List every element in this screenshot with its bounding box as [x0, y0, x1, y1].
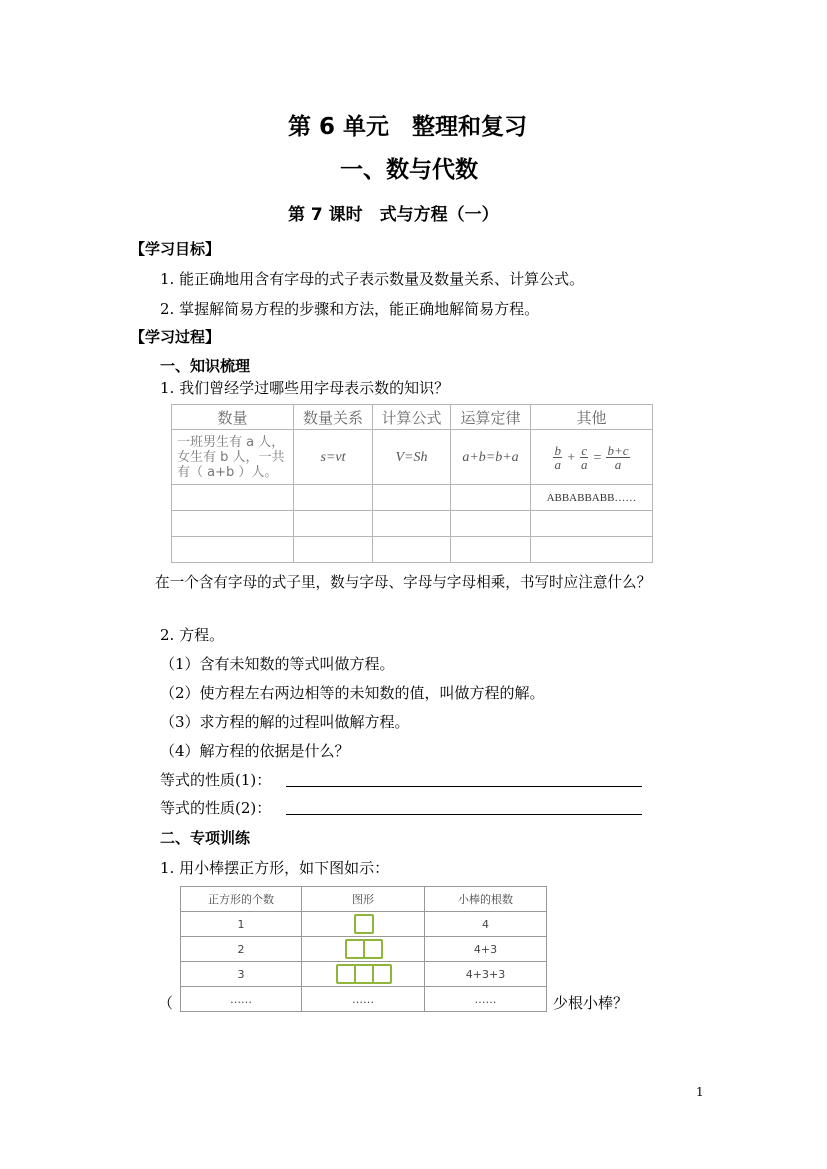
table-cell [294, 511, 373, 537]
stick-table [180, 886, 547, 1012]
objectives-heading: 【学习目标】 [130, 240, 221, 258]
training-question-1-tail: 少根小棒？ [553, 994, 629, 1012]
table-cell [294, 485, 373, 511]
fraction [553, 444, 562, 471]
table-header: 图形 [302, 887, 425, 912]
question-2-item: （4）解方程的依据是什么？ [160, 742, 350, 760]
table-cell [451, 485, 531, 511]
answer-line-1[interactable] [286, 786, 642, 787]
part1-heading: 一、知识梳理 [160, 357, 251, 375]
part2-heading: 二、专项训练 [160, 829, 251, 847]
table-cell [373, 511, 451, 537]
square-icon [354, 914, 374, 934]
fraction [580, 444, 588, 471]
plus-sign: + [566, 450, 576, 465]
square-count: 1 [181, 912, 302, 937]
table-header: 运算定律 [451, 405, 531, 430]
knowledge-table [171, 404, 653, 563]
table-cell [531, 511, 653, 537]
process-heading: 【学习过程】 [130, 328, 221, 346]
table-cell [373, 485, 451, 511]
question-2-item: （3）求方程的解的过程叫做解方程。 [160, 713, 410, 731]
fraction-numerator: c [581, 442, 588, 458]
stick-count: …… [425, 987, 547, 1012]
table-header: 计算公式 [373, 405, 451, 430]
square-count: …… [181, 987, 302, 1012]
question-2-item: （1）含有未知数的等式叫做方程。 [160, 655, 395, 673]
table-header: 数量 [172, 405, 294, 430]
relation-formula: s=vt [320, 449, 346, 465]
question-2: 2. 方程。 [160, 626, 225, 644]
question-1-note: 在一个含有字母的式子里，数与字母、字母与字母相乘，书写时应注意什么？ [155, 574, 652, 591]
lesson-title: 第 7 课时 式与方程（一） [288, 205, 499, 225]
table-header: 数量关系 [294, 405, 373, 430]
table-header: 其他 [531, 405, 653, 430]
square-icon [372, 964, 392, 984]
square-figure [302, 962, 425, 987]
table-cell-pattern: ABBABBABB…… [531, 485, 653, 511]
table-cell-other [531, 430, 653, 485]
square-figure [302, 937, 425, 962]
equality-property-2-label: 等式的性质(2)： [160, 799, 272, 817]
stick-count: 4 [425, 912, 547, 937]
equality-property-1-label: 等式的性质(1)： [160, 771, 272, 789]
table-cell-quantity: 一班男生有 a 人，女生有 b 人，一共有（ a+b ）人。 [172, 430, 294, 485]
fraction-denominator: a [554, 456, 561, 472]
square-icon [345, 939, 365, 959]
fraction-denominator: a [614, 456, 622, 472]
equals-sign: = [592, 450, 603, 465]
section-title: 一、数与代数 [340, 157, 478, 183]
fraction [606, 444, 629, 471]
table-header: 正方形的个数 [181, 887, 302, 912]
square-figure: …… [302, 987, 425, 1012]
question-2-item: （2）使方程左右两边相等的未知数的值，叫做方程的解。 [160, 684, 545, 702]
question-1: 1. 我们曾经学过哪些用字母表示数的知识？ [160, 379, 450, 397]
table-cell [172, 485, 294, 511]
table-cell [172, 511, 294, 537]
table-cell [373, 537, 451, 563]
table-cell [451, 511, 531, 537]
objective-item: 2. 掌握解简易方程的步骤和方法，能正确地解简易方程。 [160, 300, 540, 318]
page-number: 1 [696, 1085, 704, 1099]
table-cell-law [451, 430, 531, 485]
square-figure [302, 912, 425, 937]
square-icon [363, 939, 383, 959]
square-icon [336, 964, 356, 984]
commutative-law: a+b=b+a [462, 449, 519, 465]
objective-item: 1. 能正确地用含有字母的式子表示数量及数量关系、计算公式。 [160, 270, 585, 288]
training-question-1: 1. 用小棒摆正方形，如下图如示： [160, 859, 390, 877]
volume-formula: V=Sh [395, 449, 428, 465]
square-icon [354, 964, 374, 984]
square-count: 2 [181, 937, 302, 962]
table-cell-formula [373, 430, 451, 485]
table-cell [172, 537, 294, 563]
stick-count: 4+3 [425, 937, 547, 962]
fraction-numerator: b+c [607, 442, 629, 458]
training-question-1-open-paren: （ [158, 994, 174, 1012]
table-cell [294, 537, 373, 563]
table-cell [531, 537, 653, 563]
stick-count: 4+3+3 [425, 962, 547, 987]
fraction-numerator: b [554, 442, 561, 458]
answer-line-2[interactable] [286, 814, 642, 815]
table-header: 小棒的根数 [425, 887, 547, 912]
fraction-denominator: a [580, 456, 588, 472]
unit-title: 第 6 单元 整理和复习 [288, 114, 528, 140]
table-cell [451, 537, 531, 563]
square-count: 3 [181, 962, 302, 987]
table-cell-relation [294, 430, 373, 485]
